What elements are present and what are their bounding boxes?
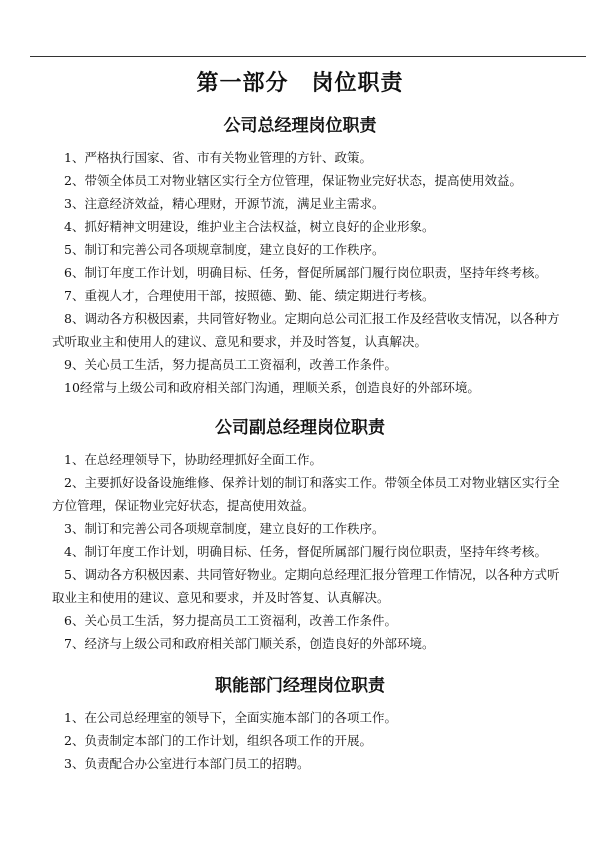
list-item: 7、重视人才，合理使用干部，按照德、勤、能、绩定期进行考核。 <box>64 288 435 303</box>
list-item: 6、制订年度工作计划，明确目标、任务，督促所属部门履行岗位职责，坚持年终考核。 <box>64 265 547 280</box>
list-item: 10经常与上级公司和政府相关部门沟通，理顺关系，创造良好的外部环境。 <box>64 380 480 395</box>
list-item: 8、调动各方积极因素，共同管好物业。定期向总公司汇报工作及经营收支情况，以各种方式听取业主和使用人的建议、意见和要求，并及时答复，认真解决。 <box>52 311 560 349</box>
section-title: 公司总经理岗位职责 <box>223 116 377 136</box>
list-item: 5、调动各方积极因素、共同管好物业。定期向总经理汇报分管理工作情况，以各种方式听取业主和使用的建议、意见和要求，并及时答复、认真解决。 <box>52 567 560 605</box>
duty-list <box>52 448 568 655</box>
section-department-manager <box>52 672 568 775</box>
section-title: 公司副总经理岗位职责 <box>215 418 385 438</box>
list-item: 6、关心员工生活，努力提高员工工资福利，改善工作条件。 <box>64 613 397 628</box>
list-item: 3、制订和完善公司各项规章制度，建立良好的工作秩序。 <box>64 521 385 536</box>
duty-list <box>52 706 568 775</box>
list-item: 1、在总经理领导下，协助经理抓好全面工作。 <box>64 452 322 467</box>
header-rule <box>30 56 586 57</box>
list-item: 5、制订和完善公司各项规章制度，建立良好的工作秩序。 <box>64 242 385 257</box>
list-item: 2、负责制定本部门的工作计划，组织各项工作的开展。 <box>64 733 372 748</box>
list-item: 3、负责配合办公室进行本部门员工的招聘。 <box>64 756 310 771</box>
list-item: 3、注意经济效益，精心理财，开源节流，满足业主需求。 <box>64 196 385 211</box>
duty-list <box>52 146 568 399</box>
section-title: 职能部门经理岗位职责 <box>215 676 385 696</box>
list-item: 4、抓好精神文明建设，维护业主合法权益，树立良好的企业形象。 <box>64 219 435 234</box>
list-item: 1、在公司总经理室的领导下，全面实施本部门的各项工作。 <box>64 710 397 725</box>
page-title: 第一部分 岗位职责 <box>196 71 404 96</box>
list-item: 4、制订年度工作计划，明确目标、任务，督促所属部门履行岗位职责，坚持年终考核。 <box>64 544 547 559</box>
list-item: 1、严格执行国家、省、市有关物业管理的方针、政策。 <box>64 150 372 165</box>
section-deputy-general-manager <box>52 414 568 655</box>
list-item: 9、关心员工生活，努力提高员工工资福利，改善工作条件。 <box>64 357 397 372</box>
list-item: 2、主要抓好设备设施维修、保养计划的制订和落实工作。带领全体员工对物业辖区实行全方位管理，保证物业完好状态，提高使用效益。 <box>52 475 560 513</box>
list-item: 2、带领全体员工对物业辖区实行全方位管理，保证物业完好状态，提高使用效益。 <box>64 173 522 188</box>
section-general-manager <box>52 112 568 399</box>
list-item: 7、经济与上级公司和政府相关部门顺关系，创造良好的外部环境。 <box>64 636 435 651</box>
